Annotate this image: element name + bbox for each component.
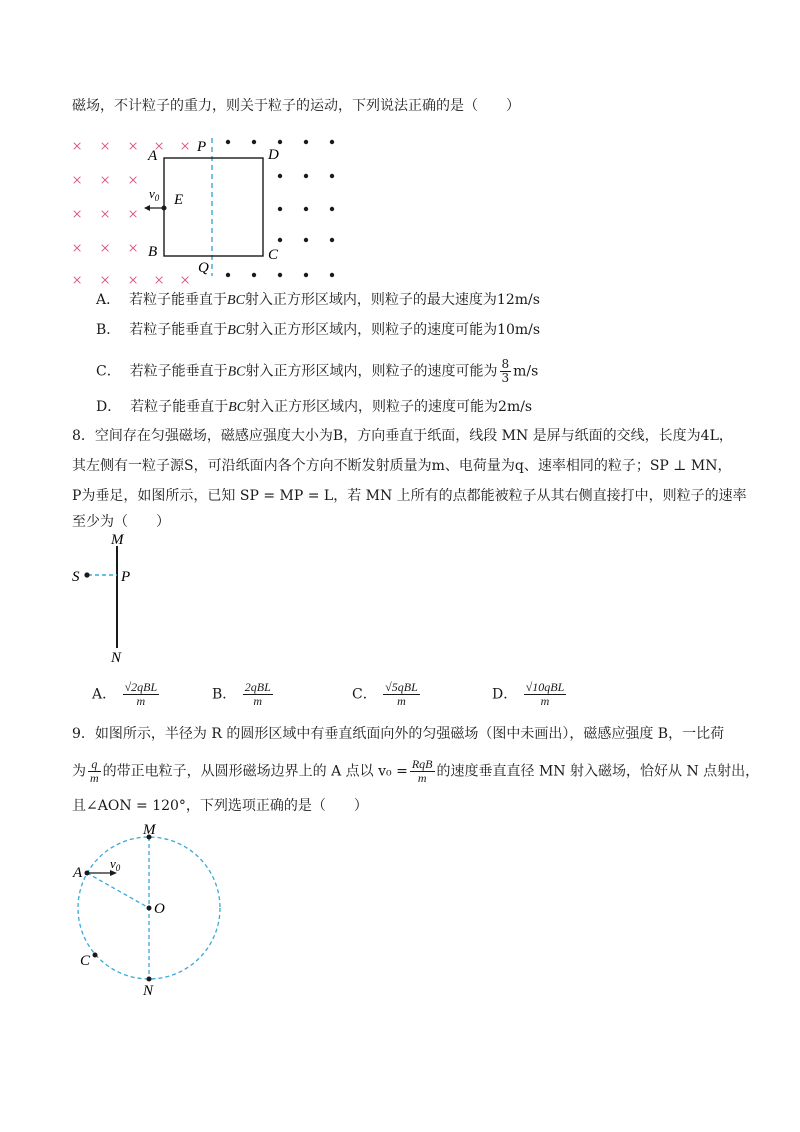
q8-figure (60, 528, 260, 668)
cross-symbol: × (154, 136, 165, 156)
dot-symbol (278, 140, 282, 144)
q7-option-a[interactable]: A． 若粒子能垂直于BC射入正方形区域内，则粒子的最大速度为12m/s (96, 292, 540, 308)
cross-symbol: × (100, 270, 111, 290)
q8-label-p: P (121, 569, 131, 585)
cross-symbol: × (128, 270, 139, 290)
q7-label-b: B (148, 244, 158, 260)
cross-symbol: × (72, 204, 83, 224)
q8-label-n: N (111, 650, 122, 666)
q8-line-2: 其左侧有一粒子源S，可沿纸面内各个方向不断发射质量为m、电荷量为q、速率相同的粒子；SP ⊥ MN， (72, 458, 732, 474)
dot-symbol (330, 174, 334, 178)
q8-line-3: P为垂足，如图所示，已知 SP = MP = L，若 MN 上所有的点都能被粒子从其右侧直接打中，则粒子的速率 (72, 488, 747, 504)
q9-line-3: 且∠AON = 120°，下列选项正确的是（ ） (72, 798, 368, 814)
cross-symbol: × (72, 136, 83, 156)
cross-symbol: × (100, 170, 111, 190)
cross-symbol: × (128, 204, 139, 224)
cross-symbol: × (128, 170, 139, 190)
q7-label-v0: $v_0$ (149, 186, 160, 203)
dot-symbol (278, 273, 282, 277)
q9-figure (60, 818, 280, 1018)
cross-symbol: × (128, 136, 139, 156)
q7-point-e (162, 206, 167, 211)
q7-option-d[interactable]: D． 若粒子能垂直于BC射入正方形区域内，则粒子的速度可能为2m/s (96, 399, 533, 415)
dot-symbol (278, 238, 282, 242)
q9-label-o: O (154, 901, 165, 917)
cross-symbol: × (72, 170, 83, 190)
dot-symbol (226, 140, 230, 144)
q8-option-a[interactable]: A． $\frac{\text{√2qBL}}{m}$ (92, 680, 158, 708)
q8-label-s: S (72, 569, 80, 585)
q7-label-e: E (174, 192, 184, 208)
q9-point-a (85, 871, 90, 876)
cross-symbol: × (72, 270, 83, 290)
dot-symbol (278, 174, 282, 178)
q9-point-c (93, 953, 98, 958)
q7-v0-arrowhead (144, 205, 150, 211)
q7-cross-field (72, 136, 190, 290)
q8-label-m: M (111, 532, 124, 548)
dot-symbol (330, 273, 334, 277)
q9-label-n: N (143, 983, 154, 999)
q7-option-c[interactable]: C． 若粒子能垂直于BC射入正方形区域内，则粒子的速度可能为 $\frac{8}{3}$ m/s (96, 357, 539, 385)
dot-symbol (330, 207, 334, 211)
q7-label-a: A (148, 148, 158, 164)
q9-line-1: 9．如图所示，半径为 R 的圆形区域中有垂直纸面向外的匀强磁场（图中未画出），磁感应强度 B，一比荷 (72, 726, 725, 742)
q9-point-o (147, 906, 152, 911)
q8-source-s (84, 572, 89, 577)
q9-label-a: A (73, 865, 83, 881)
cross-symbol: × (154, 270, 165, 290)
cross-symbol: × (100, 238, 111, 258)
q8-option-b[interactable]: B． $\frac{\text{2qBL}}{m}$ (212, 680, 271, 708)
cross-symbol: × (100, 204, 111, 224)
dot-symbol (278, 207, 282, 211)
q7-label-q: Q (198, 260, 209, 276)
q7-label-c: C (268, 247, 279, 263)
q9-point-n (147, 977, 152, 982)
cross-symbol: × (180, 136, 191, 156)
q8-option-c[interactable]: C． $\frac{\text{√5qBL}}{m}$ (352, 680, 418, 708)
cross-symbol: × (128, 238, 139, 258)
dot-symbol (226, 273, 230, 277)
dot-symbol (304, 207, 308, 211)
dot-symbol (330, 238, 334, 242)
q9-label-v0: $v_0$ (110, 856, 121, 873)
cross-symbol: × (100, 136, 111, 156)
dot-symbol (304, 273, 308, 277)
q8-line-4: 至少为（ ） (72, 514, 170, 530)
dot-symbol (304, 238, 308, 242)
dot-symbol (304, 140, 308, 144)
q9-line-2: 为 $\frac{q}{m}$ 的带正电粒子，从圆形磁场边界上的 A 点以 v₀ = $\frac{\text{RqB}}{m}$ 的速度垂直直径 MN 射入磁场，恰好从 N 点射出， (72, 757, 760, 785)
dot-symbol (304, 174, 308, 178)
q7-stem-tail: 磁场，不计粒子的重力，则关于粒子的运动，下列说法正确的是（ ） (72, 98, 520, 114)
q8-line-1: 8．空间存在匀强磁场，磁感应强度大小为B，方向垂直于纸面，线段 MN 是屏与纸面的交线，长度为4L， (72, 428, 733, 444)
cross-symbol: × (72, 238, 83, 258)
q7-label-p: P (197, 139, 207, 155)
q9-label-c: C (80, 953, 91, 969)
q8-option-d[interactable]: D． $\frac{\text{√10qBL}}{m}$ (492, 680, 565, 708)
q9-radius-ao (87, 873, 149, 908)
q7-label-d: D (268, 147, 279, 163)
dot-symbol (252, 140, 256, 144)
dot-symbol (330, 140, 334, 144)
q7-option-b[interactable]: B． 若粒子能垂直于BC射入正方形区域内，则粒子的速度可能为10m/s (96, 322, 541, 338)
cross-symbol: × (180, 270, 191, 290)
dot-symbol (252, 273, 256, 277)
q9-label-m: M (143, 822, 156, 838)
